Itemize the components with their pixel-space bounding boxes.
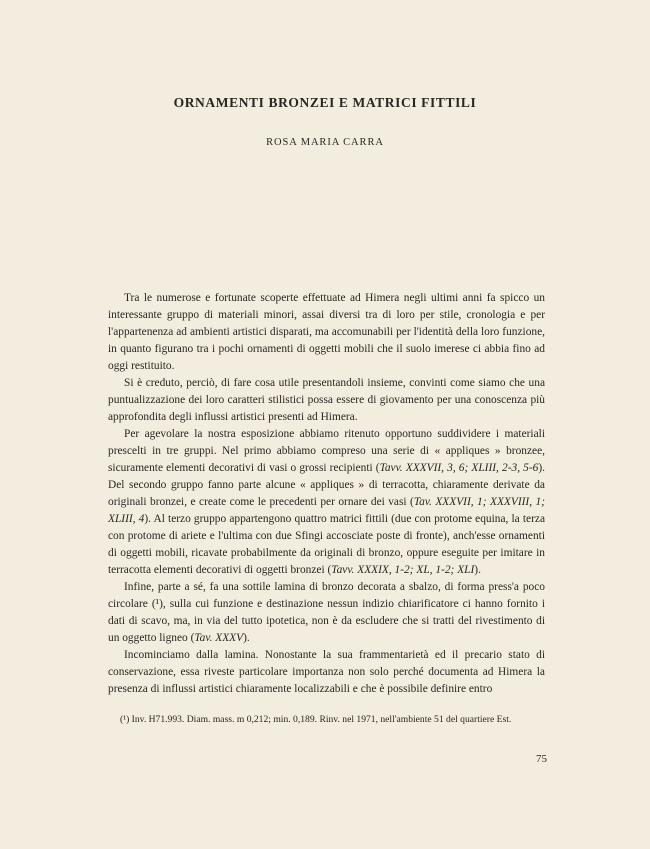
- text-run: Per agevolare la nostra esposizione abbiamo ritenuto opportuno suddividere i materiali prescelti in tre gruppi. Nel primo abbiamo compreso una serie di « appliques » bronzee, sicuramente elementi decorativi di vasi o grossi recipienti (: [108, 428, 545, 474]
- plate-reference: Tav. XXXV: [194, 632, 244, 644]
- text-run: ).: [243, 632, 250, 644]
- body-paragraph: [108, 579, 545, 647]
- article-author: ROSA MARIA CARRA: [266, 137, 384, 148]
- text-run: Tra le numerose e fortunate scoperte effettuate ad Himera negli ultimi anni fa spicco un interessante gruppo di materiali minori, assai diversi tra di loro per stile, cronologia e per l'appartenenza ad ambienti artistici disparati, ma accomunabili per l'identità della loro funzione, in quanto figurano tra i pochi ornamenti di oggetti mobili che il suolo imerese ci abbia fino ad oggi restituito.: [108, 292, 545, 372]
- footnote: (¹) Inv. H71.993. Diam. mass. m 0,212; min. 0,189. Rinv. nel 1971, nell'ambiente 51 del quartiere Est.: [120, 714, 512, 725]
- body-paragraph: [108, 290, 545, 375]
- text-run: ), sulla cui funzione e destinazione nessun indizio chiarificatore ci hanno fornito i dati di scavo, ma, in via del tutto ipotetica, non è da escludere che si tratti del rivestimento di un oggetto ligneo (: [108, 598, 545, 644]
- plate-reference: Tavv. XXXVII, 3, 6; XLIII, 2-3, 5-6: [379, 462, 539, 474]
- plate-reference: Tavv. XXXIX, 1-2; XL, 1-2; XLI: [331, 564, 475, 576]
- text-run: Incominciamo dalla lamina. Nonostante la sua frammentarietà ed il precario stato di conservazione, essa riveste particolare importanza non solo perché documenta ad Himera la presenza di influssi artistici chiaramente localizzabili e che è possibile definire entro: [108, 649, 545, 695]
- text-run: ).: [474, 564, 481, 576]
- text-run: ). Al terzo gruppo appartengono quattro matrici fittili (due con protome equina, la terza con protome di ariete e l'ultima con due Sfingi accosciate poste di fronte), anch'esse ornamenti di oggetti mobili, ricavate probabilmente da originali di bronzo, oppure eseguite per imitare in terracotta elementi decorativi di oggetti bronzei (: [108, 513, 545, 576]
- text-run: ¹: [155, 598, 160, 610]
- text-run: Si è creduto, perciò, di fare cosa utile presentandoli insieme, convinti come siamo che una puntualizzazione dei loro caratteri stilistici possa essere di giovamento per una conoscenza più approfondita degli influssi artistici presenti ad Himera.: [108, 377, 545, 423]
- body-paragraph: [108, 426, 545, 579]
- plate-reference: Tav. XXXVII, 1; XXXVIII, 1; XLIII, 4: [108, 496, 546, 525]
- article-body: [108, 290, 545, 698]
- article-title: ORNAMENTI BRONZEI E MATRICI FITTILI: [173, 95, 477, 110]
- body-paragraph: [108, 647, 545, 698]
- page-number: 75: [536, 753, 547, 765]
- text-run: ). Del secondo gruppo fanno parte alcune « appliques » di terracotta, chiaramente derivate da originali bronzei, e create come le precedenti per ornare dei vasi (: [108, 462, 545, 508]
- body-paragraph: [108, 375, 545, 426]
- text-run: Infine, parte a sé, fa una sottile lamina di bronzo decorata a sbalzo, di forma press'a poco circolare (: [108, 581, 545, 610]
